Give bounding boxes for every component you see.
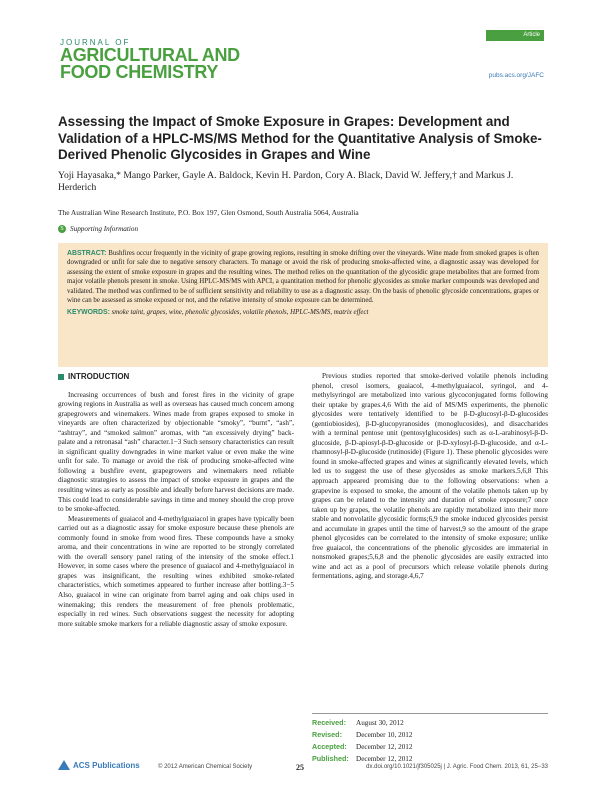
date-label: Revised:	[312, 730, 342, 739]
abstract-body: Bushfires occur frequently in the vicinity of grape growing regions, resulting in smoke drifting over the vineyards. Wine made from smoked grapes is often downgraded or unfit for sale due to negative sensory characters. To manage or avoid the risk of producing smoke-affected wine, a diagnostic assay was developed for assessing the extent of smoke exposure in grapes and the resulting wines. The method relies on the quantitation of the glycosidic grape metabolites that are formed from major volatile phenols present in smoke. Using HPLC-MS/MS with APCI, a quantitation method for phenolic glycosides as smoke marker compounds was developed and validated. The method was confirmed to be of sufficient sensitivity and reliability to use as a diagnostic assay. On the basis of phenolic glycoside concentrations, grapes or wine can be assessed as smoke exposed or not, and the relative intensity of smoke exposure can be determined.	[67, 250, 539, 305]
journal-line2: AGRICULTURAL AND	[60, 45, 240, 65]
journal-url-link[interactable]: pubs.acs.org/JAFC	[488, 72, 544, 79]
date-row	[312, 729, 548, 741]
date-label: Published:	[312, 754, 349, 763]
doi-citation[interactable]: dx.doi.org/10.1021/jf305025j | J. Agric. Food Chem. 2013, 61, 25−33	[366, 764, 548, 770]
date-value: December 12, 2012	[356, 755, 413, 763]
article-type-badge: Article	[486, 30, 544, 41]
supporting-info-icon: S	[58, 225, 66, 233]
keywords	[67, 308, 539, 317]
journal-line3: FOOD CHEMISTRY	[60, 62, 219, 82]
date-label: Received:	[312, 718, 346, 727]
affiliation: The Australian Wine Research Institute, P.O. Box 197, Glen Osmond, South Australia 5064, Australia	[58, 208, 359, 217]
paragraph: Measurements of guaiacol and 4-methylguaiacol in grapes have typically been carried out as a diagnostic assay for smoke exposure because these phenols are commonly found in smoke from wood fires. These compounds have a smoky aroma, and their concentrations in wine are reported to be strongly correlated with the overall sensory panel rating of the intensity of the smoke effect.1 However, in some cases where the presence of guaiacol and 4-methylguaiacol in grapes was insignificant, the resulting wines exhibited smoke-related characteristics, which sometimes appeared to further increase after bottling.3−5 Also, guaiacol in wine can originate from barrel aging and oak chips used in winemaking; this renders the measurement of free phenols problematic, especially in red wines. Such observations suggest the necessity for adopting more suitable smoke markers for a reliable diagnostic assay of smoke exposure.	[58, 514, 294, 628]
section-square-icon	[58, 374, 64, 380]
acs-logo-icon	[58, 760, 70, 770]
article-title: Assessing the Impact of Smoke Exposure in Grapes: Development and Validation of a HPLC-MS/MS Method for the Quantitative Analysis of Smoke-Derived Phenolic Glycosides in Grapes and Wine	[58, 114, 542, 162]
left-column	[58, 372, 294, 629]
abstract-box	[58, 243, 548, 367]
abstract-label: ABSTRACT:	[67, 250, 107, 257]
date-value: December 12, 2012	[356, 743, 413, 751]
keywords-label: KEYWORDS:	[67, 309, 110, 317]
supporting-info-label: Supporting Information	[70, 225, 139, 233]
date-value: December 10, 2012	[356, 731, 413, 739]
article-dates	[312, 713, 548, 765]
supporting-information-link[interactable]	[58, 225, 138, 233]
paragraph: Increasing occurrences of bush and forest fires in the vicinity of grape growing regions in Australia as well as overseas has caused much concern among grapegrowers and winemakers. Wines made from grapes exposed to smoke in vineyards are often characterized by objectionable “smoky”, “burnt”, “ash”, “ashtray”, and “smoked salmon” aromas, with “an excessively drying” back-palate and a retronasal “ash” character.1−3 Such sensory characteristics can result in significant quality downgrades in wine market value or even make the wine unfit for sale. To manage or avoid the risk of producing smoke-affected wine following a bushfire event, grapegrowers and winemakers need reliable diagnostic strategies to assess the impact of smoke exposure in grapes and the resulting wines as early as possible and ideally before harvest decisions are made. This could lead to considerable savings in time and money should the crop prove to be smoke-affected.	[58, 390, 294, 514]
journal-logo	[60, 38, 260, 81]
publisher-name: ACS Publications	[73, 760, 140, 770]
section-title: INTRODUCTION	[68, 372, 130, 381]
abstract-text	[67, 249, 539, 305]
keywords-list: smoke taint, grapes, wine, phenolic glycosides, volatile phenols, HPLC-MS/MS, matrix effect	[111, 309, 369, 317]
section-heading-introduction	[58, 372, 294, 382]
copyright: © 2012 American Chemical Society	[158, 764, 253, 770]
author-list: Yoji Hayasaka,* Mango Parker, Gayle A. Baldock, Kevin H. Pardon, Cory A. Black, David W. Jeffery,† and Markus J. Herderich	[58, 170, 514, 193]
journal-line1: JOURNAL OF	[60, 38, 131, 47]
paragraph: Previous studies reported that smoke-derived volatile phenols including phenol, cresol isomers, guaiacol, 4-methylguaiacol, syringol, and 4-methylsyringol are metabolized into various glycoconjugated forms following their uptake by grapes.4,6 With the aid of MS/MS experiments, the phenolic glycosides were tentatively identified to be β-D-glucosyl-β-D-glucosides (gentiobiosides), β-D-glucopyranosides (monoglucosides), and disaccharides with a terminal pentose unit (pentosylglucosides) such as α-L-arabinosyl-β-D-glucoside, β-D-apiosyl-β-D-glucoside or β-D-xylosyl-β-D-glucoside, and α-L-rhamnosyl-β-D-glucoside (rutinoside) (Figure 1). These phenolic glycosides were found in smoke-affected grapes and wines at significantly elevated levels, which led us to suggest the use of these glycosides as smoke markers.5,6,8 This approach appeared promising due to the following observations: when a grapevine is exposed to smoke, the amount of the volatile phenols taken up by grapes can be related to the intensity and duration of smoke exposure;7 once taken up by grapes, the volatile phenols are rapidly metabolized into their more stable and nonvolatile glycosidic forms;6,9 the smoke induced glycosides persist and accumulate in grapes until the time of harvest,9 so the amount of the grape phenol glycosides can be correlated to the intensity of smoke exposure; unlike free guaiacol, the concentrations of the phenolic glycosides are immaterial in nonsmoked grapes;5,6,8 and the phenolic glycosides are easily extracted into wine and act as a pool of precursors which release volatile phenols during fermentations, aging, and storage.4,6,7	[312, 372, 548, 581]
date-row	[312, 717, 548, 729]
date-row	[312, 741, 548, 753]
date-label: Accepted:	[312, 742, 347, 751]
page-number: 25	[296, 763, 304, 772]
date-value: August 30, 2012	[356, 719, 404, 727]
right-column	[312, 372, 548, 582]
publisher-logo	[58, 760, 140, 770]
